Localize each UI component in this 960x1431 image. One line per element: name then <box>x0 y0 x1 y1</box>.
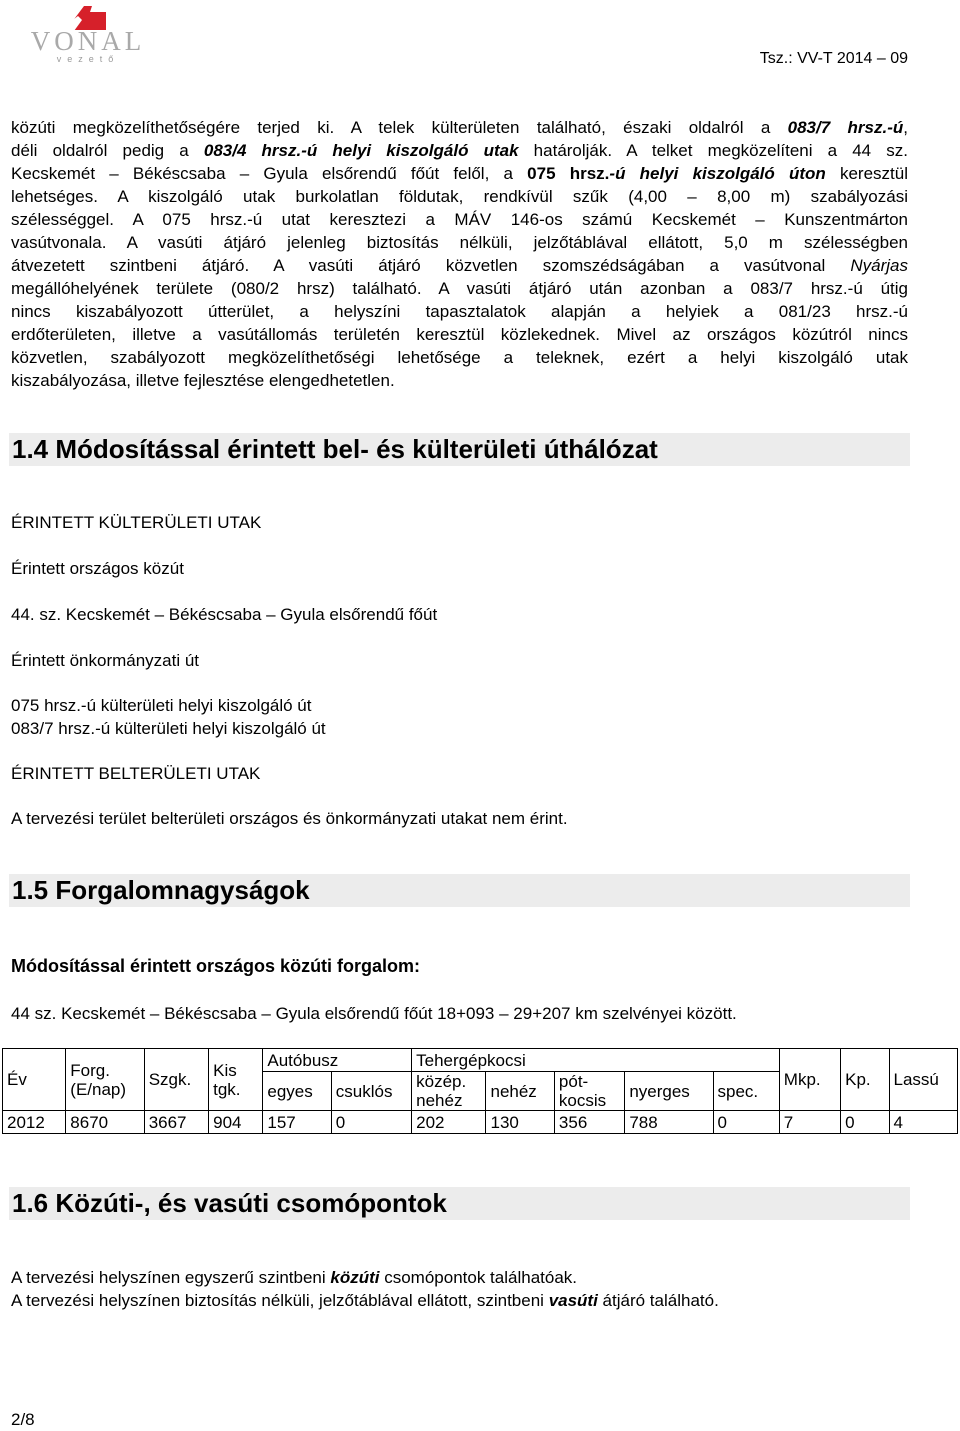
col-nyerges: nyerges <box>625 1072 713 1111</box>
road-44-item: 44. sz. Kecskemét – Békéscsaba – Gyula elsőrendű főút <box>11 605 438 624</box>
cell-ev: 2012 <box>3 1111 66 1134</box>
intro-line-2: déli oldalról pedig a 083/4 hrsz.-ú helyi kiszolgáló utak határolják. A telket megközelíteni a 44 sz. <box>11 141 908 160</box>
col-szgk: Szgk. <box>144 1049 208 1111</box>
cell-kozep-nehez: 202 <box>412 1111 486 1134</box>
col-tehergepkocsi: Tehergépkocsi <box>412 1049 780 1072</box>
col-kp: Kp. <box>841 1049 889 1111</box>
company-logo <box>18 4 158 62</box>
intro-line-5: szélességgel. A 075 hrsz.-ú utat keresztezi a MÁV 146-os számú Kecskemét – Kunszentmárton <box>11 210 908 229</box>
cell-egyes: 157 <box>263 1111 331 1134</box>
col-kis-tgk: Kis tgk. <box>209 1049 263 1111</box>
cell-mkp: 7 <box>779 1111 840 1134</box>
intro-paragraph <box>11 116 908 392</box>
intro-line-4: lehetséges. A kiszolgáló utak burkolatlan földutak, rendkívül szűk (4,00 – 8,00 m) szabályozási <box>11 187 908 206</box>
col-csuklos: csuklós <box>331 1072 411 1111</box>
table-row <box>3 1111 958 1134</box>
cell-nyerges: 788 <box>625 1111 713 1134</box>
col-egyes: egyes <box>263 1072 331 1111</box>
col-ev: Év <box>3 1049 66 1111</box>
road-083-item: 083/7 hrsz.-ú külterületi helyi kiszolgáló út <box>11 719 326 738</box>
table-header-row-1 <box>3 1049 958 1072</box>
cell-lassu: 4 <box>889 1111 958 1134</box>
col-nehez: nehéz <box>486 1072 554 1111</box>
intro-line-1: közúti megközelíthetőségére terjed ki. A telek külterületen található, északi oldalról a 083/7 hrsz.-ú, <box>11 118 908 137</box>
section-1-6-line-2: A tervezési helyszínen biztosítás nélküli, jelzőtáblával ellátott, szintbeni vasúti átjáró található. <box>11 1291 719 1310</box>
logo-name: VONAL <box>30 26 146 56</box>
intro-line-9: nincs kiszabályozott útterület, a helyszíni tapasztalatok alapján a helyiek a 081/23 hrsz.-ú <box>11 302 908 321</box>
cell-potkocsis: 356 <box>554 1111 624 1134</box>
cell-szgk: 3667 <box>144 1111 208 1134</box>
col-mkp: Mkp. <box>779 1049 840 1111</box>
cell-nehez: 130 <box>486 1111 554 1134</box>
logo-subtitle: vezető <box>56 54 120 64</box>
col-potkocsis: pót- kocsis <box>554 1072 624 1111</box>
section-1-5-subtitle: Módosítással érintett országos közúti forgalom: <box>11 956 421 976</box>
col-lassu: Lassú <box>889 1049 958 1111</box>
section-1-5-heading: 1.5 Forgalomnagyságok <box>9 874 910 907</box>
col-forg: Forg. (E/nap) <box>66 1049 144 1111</box>
section-1-6-heading: 1.6 Közúti-, és vasúti csomópontok <box>9 1187 910 1220</box>
intro-line-6: vasútvonala. A vasúti átjáró jelenleg biztosítás nélküli, jelzőtáblával ellátott, 5,0 m szélességben <box>11 233 908 252</box>
intro-line-3: Kecskemét – Békéscsaba – Gyula elsőrendű főút felől, a 075 hrsz.-ú helyi kiszolgáló úton keresztül <box>11 164 909 183</box>
section-1-4-heading: 1.4 Módosítással érintett bel- és külterületi úthálózat <box>9 433 910 466</box>
col-autobusz: Autóbusz <box>263 1049 412 1072</box>
cell-kis-tgk: 904 <box>209 1111 263 1134</box>
intro-line-11: közvetlen, szabályozott megközelíthetőségi lehetősége a teleknek, ezért a helyi kiszolgáló utak <box>11 348 908 367</box>
road-075-item: 075 hrsz.-ú külterületi helyi kiszolgáló út <box>11 696 312 715</box>
cell-kp: 0 <box>841 1111 889 1134</box>
cell-spec: 0 <box>713 1111 779 1134</box>
orszagos-kozut-label: Érintett országos közút <box>11 559 184 578</box>
belteruleti-utak-label: ÉRINTETT BELTERÜLETI UTAK <box>11 764 261 783</box>
col-kozep-nehez: közép. nehéz <box>412 1072 486 1111</box>
intro-line-7: átvezetett szintbeni átjáró. A vasúti átjáró közvetlen szomszédságában a vasútvonal Nyárjas <box>11 256 908 275</box>
document-code: Tsz.: VV-T 2014 – 09 <box>759 50 908 67</box>
cell-csuklos: 0 <box>331 1111 411 1134</box>
cell-forg: 8670 <box>66 1111 144 1134</box>
col-spec: spec. <box>713 1072 779 1111</box>
intro-line-10: erdőterületen, illetve a vasútállomás területén keresztül közlekednek. Mivel az országos közútról nincs <box>11 325 908 344</box>
belteruleti-utak-text: A tervezési terület belterületi országos és önkormányzati utakat nem érint. <box>11 809 568 828</box>
kulteruleti-utak-label: ÉRINTETT KÜLTERÜLETI UTAK <box>11 513 262 532</box>
section-1-6-line-1: A tervezési helyszínen egyszerű szintbeni közúti csomópontok találhatóak. <box>11 1268 578 1287</box>
intro-line-8: megállóhelyének területe (080/2 hrsz) található. A vasúti átjáró után azonban a 083/7 hrsz.-ú útig <box>11 279 908 298</box>
onkormanyzati-ut-label: Érintett önkormányzati út <box>11 651 200 670</box>
intro-line-12: kiszabályozása, illetve fejlesztése elengedhetetlen. <box>11 371 395 390</box>
page-number: 2/8 <box>11 1410 35 1429</box>
section-1-5-description: 44 sz. Kecskemét – Békéscsaba – Gyula elsőrendű főút 18+093 – 29+207 km szelvényei között. <box>11 1004 737 1023</box>
traffic-table <box>2 1048 958 1134</box>
